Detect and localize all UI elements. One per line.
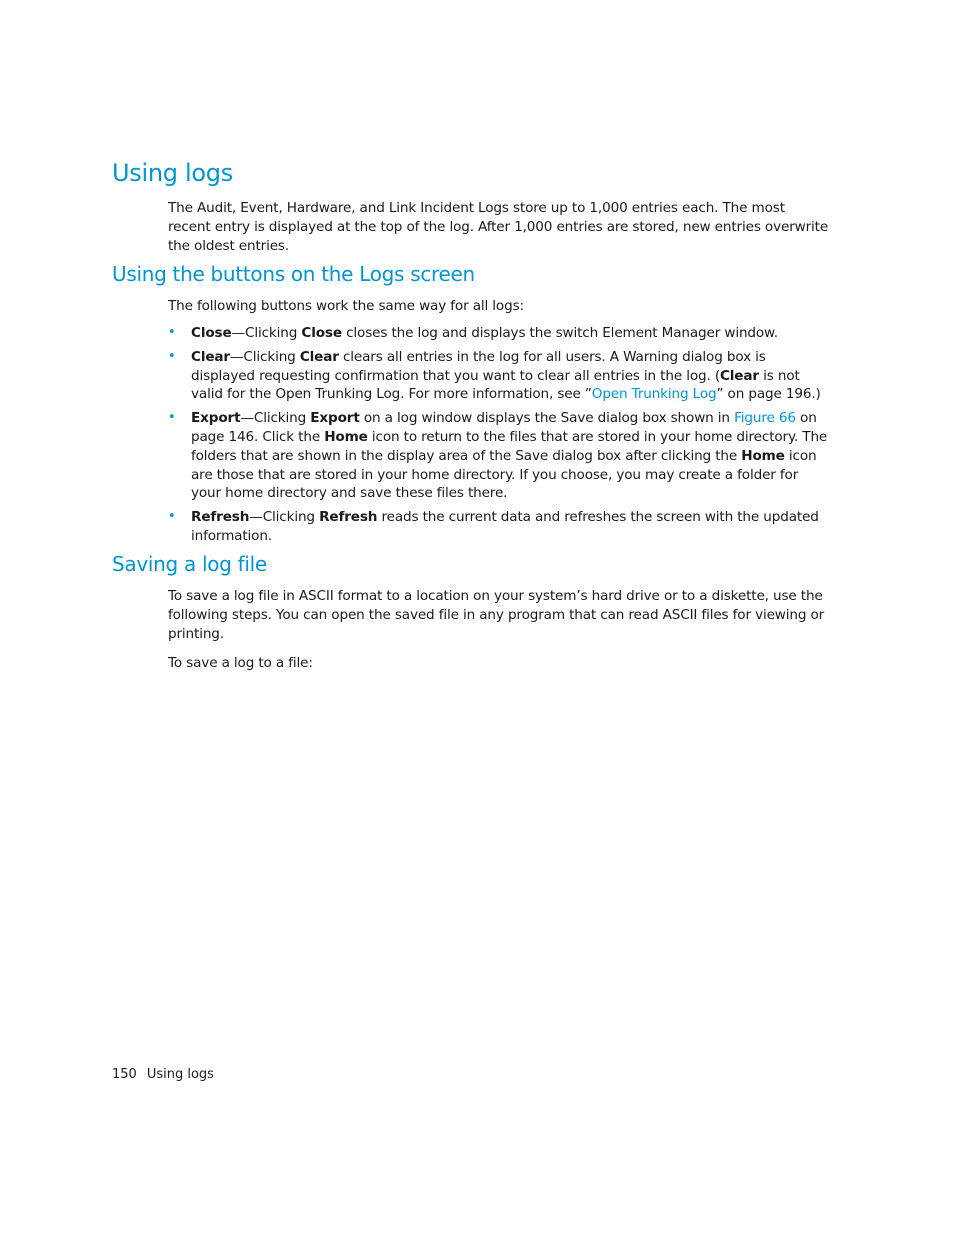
page-footer [112,1067,214,1082]
buttons-list [168,324,830,551]
buttons-lead-paragraph: The following buttons work the same way for all logs: [168,298,524,314]
list-item-export [168,409,830,503]
bullet-icon: • [168,410,176,426]
term-close: Close [191,325,232,341]
term-refresh: Refresh [191,509,250,526]
page-title: Using logs [112,159,233,187]
item-separator: —Clicking [229,348,300,365]
section-heading-saving: Saving a log file [112,552,267,576]
list-item-refresh [168,508,830,546]
item-text-3: icon to return to the files that are stored in your home directory. The folders that are shown in the display area of the Save dialog box after clicking the [191,428,828,464]
bullet-icon: • [168,325,176,340]
intro-paragraph: The Audit, Event, Hardware, and Link Incident Logs store up to 1,000 entries each. The most recent entry is displayed at the top of the log. After 1,000 entries are stored, new entries overwrite the oldest entries. [168,200,829,254]
item-separator: —Clicking [231,325,302,341]
item-text: clears all entries in the log for all users. A Warning dialog box is displayed requesting confirmation that you want to clear all entries in the log. ( [191,348,766,384]
item-text: on a log window displays the Save dialog box shown in [359,410,735,427]
item-text-2: on page 146. Click the [191,410,817,445]
term-clear-paren: Clear [719,367,759,384]
item-text: reads the current data and refreshes the screen with the updated information. [191,509,819,544]
term-clear: Clear [191,348,230,365]
item-separator: —Clicking [240,410,311,427]
term-close-inline: Close [301,325,342,341]
term-export-inline: Export [310,410,360,427]
term-home: Home [324,428,368,445]
item-text-2: is not valid for the Open Trunking Log. For more information, see ” [191,367,800,403]
section-heading-buttons: Using the buttons on the Logs screen [112,262,475,286]
term-clear-inline: Clear [299,348,339,365]
term-home-2: Home [741,447,785,464]
item-text-3: ” on page 196.) [716,386,821,403]
page-number: 150 [112,1067,137,1082]
list-item-clear [168,348,830,404]
figure-66-link[interactable]: Figure 66 [734,410,796,427]
item-separator: —Clicking [249,509,320,526]
bullet-icon: • [168,509,176,525]
saving-steps-lead: To save a log to a file: [168,655,313,671]
saving-paragraph: To save a log file in ASCII format to a location on your system’s hard drive or to a diskette, use the following steps. You can open the saved file in any program that can read ASCII files for viewing or printing. [168,588,825,642]
list-item-close [168,324,830,343]
open-trunking-log-link[interactable]: Open Trunking Log [591,386,717,403]
item-text-4: icon are those that are stored in your home directory. If you choose, you may create a folder for your home directory and save these files there. [191,447,817,502]
term-export: Export [191,410,241,427]
term-refresh-inline: Refresh [319,509,378,526]
footer-section: Using logs [146,1067,214,1082]
bullet-icon: • [168,348,176,364]
item-text: closes the log and displays the switch Element Manager window. [341,325,778,341]
